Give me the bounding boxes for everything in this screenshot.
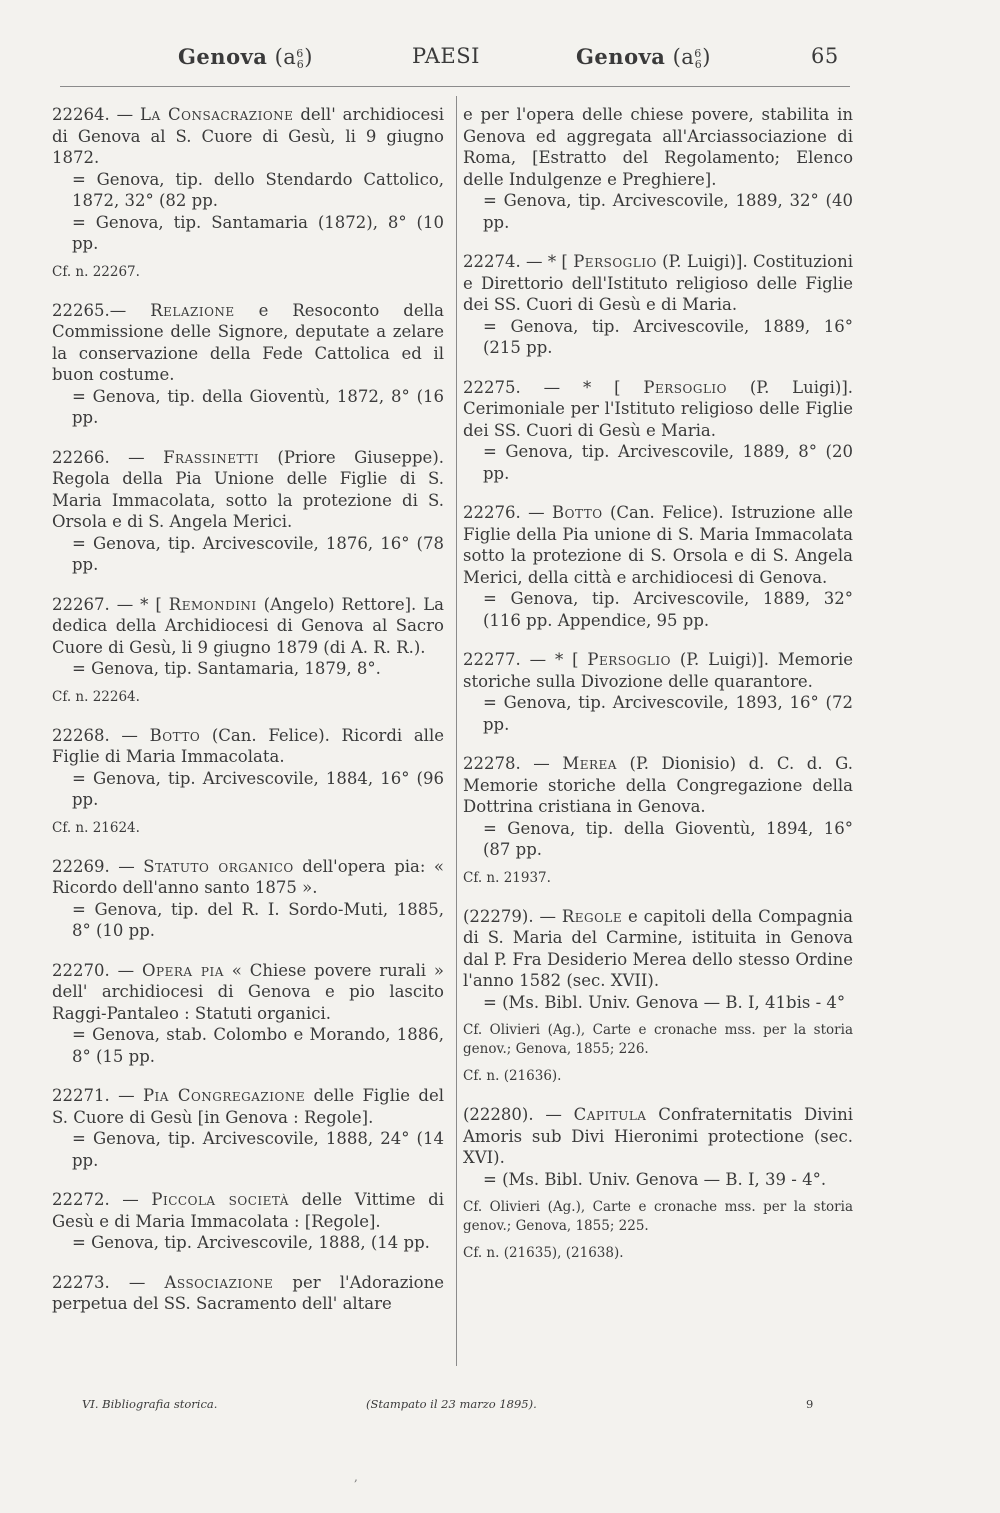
signature-number: 9 xyxy=(806,1397,814,1411)
entry-crossref: Cf. n. 22267. xyxy=(52,263,140,280)
entry-title xyxy=(52,725,444,768)
entry-title xyxy=(52,1189,444,1232)
entry-description: (P. Luigi)]. Cerimoniale per l'Istituto religioso delle Figlie dei SS. Cuori di Gesù e Maria. xyxy=(463,377,853,440)
entry-number: 22278. — xyxy=(463,754,550,773)
bibliography-entry xyxy=(52,447,444,576)
entry-imprint: = Genova, tip. Arcivescovile, 1889, 16° (215 pp. xyxy=(483,316,853,357)
entry-number: 22270. — xyxy=(52,960,135,980)
footer-print-date: (Stampato il 23 marzo 1895). xyxy=(366,1397,537,1411)
entry-number: 22276. — xyxy=(463,503,545,522)
entry-imprint: = Genova, tip. Arcivescovile, 1889, 32° (116 pp. Appendice, 95 pp. xyxy=(483,589,853,630)
entry-number: 22274. — * [ xyxy=(463,252,568,271)
entry-heading: Capitula xyxy=(573,1105,647,1124)
entry-description: (Priore Giuseppe). Regola della Pia Unione delle Figlie di S. Maria Immacolata, sotto la protezione di S. Orsola e di S. Angela Merici. xyxy=(52,447,445,531)
column-divider xyxy=(456,96,457,1366)
entry-description: (P. Luigi)]. Costituzioni e Direttorio dell'Istituto religioso delle Figlie dei SS. Cuori di Gesù e di Maria. xyxy=(463,252,854,314)
entry-imprint: = (Ms. Bibl. Univ. Genova — B. I, 41bis - 4° xyxy=(483,992,846,1012)
entry-description: e Resoconto della Commissione delle Signore, deputate a zelare la conservazione della Fede Cattolica ed il buon costume. xyxy=(52,300,444,384)
entry-number: 22272. — xyxy=(52,1190,139,1209)
running-head-right: Genova $(a^6_6)$ xyxy=(576,44,711,71)
bibliography-entry xyxy=(463,377,853,485)
bibliography-entry xyxy=(463,1104,853,1263)
entry-heading: Piccola società xyxy=(151,1190,289,1209)
entry-title xyxy=(463,753,853,818)
entry-description: e capitoli della Compagnia di S. Maria del Carmine, istituita in Genova dal P. Fra Desiderio Merea dello stesso Ordine l'anno 1582 (sec. XVII). xyxy=(463,906,854,990)
bibliography-entry xyxy=(52,1272,444,1315)
bibliography-entry xyxy=(52,1189,444,1254)
entry-crossref: Cf. n. (21635), (21638). xyxy=(463,1245,624,1261)
bibliography-entry xyxy=(463,753,853,888)
right-column xyxy=(463,104,853,1281)
entry-description: Confraternitatis Divini Amoris sub Divi Hieronimi protectione (sec. XVI). xyxy=(463,1105,854,1167)
entry-description: (P. Luigi)]. Memorie storiche sulla Divozione delle quarantore. xyxy=(463,650,854,691)
entry-imprint: = (Ms. Bibl. Univ. Genova — B. I, 39 - 4°. xyxy=(483,1169,827,1189)
entry-description: e per l'opera delle chiese povere, stabilita in Genova ed aggregata all'Arciassociazione di Roma, [Estratto del Regolamento; Elenco delle Indulgenze e Preghiere]. xyxy=(463,105,853,189)
entry-title xyxy=(52,1085,444,1128)
entry-number: 22268. — xyxy=(52,725,138,745)
entry-title xyxy=(463,1104,853,1169)
entry-title xyxy=(52,104,444,169)
entry-description: (Can. Felice). Istruzione alle Figlie della Pia unione di S. Maria Immacolata sotto la protezione di S. Orsola e di S. Angela Merici, della città e archidiocesi di Genova. xyxy=(463,503,853,587)
entry-description: delle Figlie del S. Cuore di Gesù [in Genova : Regole]. xyxy=(52,1086,445,1127)
entry-heading: Pia Congregazione xyxy=(142,1086,306,1105)
bibliography-entry xyxy=(463,251,853,359)
entry-imprint: = Genova, tip. Arcivescovile, 1888, (14 pp. xyxy=(72,1233,430,1252)
entry-description: (Angelo) Rettore]. La dedica della Archidiocesi di Genova al Sacro Cuore di Gesù, li 9 giugno 1879 (di A. R. R.). xyxy=(52,594,445,657)
entry-title xyxy=(52,447,444,533)
bibliography-entry xyxy=(463,104,853,233)
entry-heading: Botto xyxy=(149,725,201,745)
entry-imprint: = Genova, tip. dello Stendardo Cattolico, 1872, 32° (82 pp. xyxy=(72,169,444,210)
entry-description: dell'opera pia: « Ricordo dell'anno santo 1875 ». xyxy=(52,856,445,897)
entry-heading: Associazione xyxy=(164,1272,274,1292)
entry-heading: Persoglio xyxy=(573,252,657,271)
running-head-center: PAESI xyxy=(412,44,480,68)
entry-imprint: = Genova, tip. Arcivescovile, 1888, 24° (14 pp. xyxy=(72,1129,444,1170)
entry-heading: Regole xyxy=(561,906,623,926)
footer-series: VI. Bibliografia storica. xyxy=(82,1397,218,1411)
entry-imprint: = Genova, tip. Arcivescovile, 1893, 16° (72 pp. xyxy=(483,693,853,734)
entry-imprint: = Genova, stab. Colombo e Morando, 1886, 8° (15 pp. xyxy=(72,1025,444,1066)
entry-crossref: Cf. n. 22264. xyxy=(52,688,140,705)
entry-heading: Persoglio xyxy=(587,650,671,669)
bibliography-entry xyxy=(52,594,444,707)
entry-crossref: Cf. Olivieri (Ag.), Carte e cronache mss. per la storia genov.; Genova, 1855; 226. xyxy=(463,1022,853,1057)
entry-number: 22273. — xyxy=(52,1272,146,1292)
entry-number: 22269. — xyxy=(52,856,135,876)
entry-number: 22265.— xyxy=(52,300,127,320)
entry-crossref: Cf. n. 21937. xyxy=(463,869,551,886)
entry-imprint: = Genova, tip. della Gioventù, 1872, 8° (16 pp. xyxy=(72,386,444,427)
bibliography-entry xyxy=(52,960,444,1068)
entry-number: 22264. — xyxy=(52,105,134,124)
entry-heading: La Consacrazione xyxy=(140,105,294,124)
bibliography-entry xyxy=(463,502,853,631)
entry-number: 22275. — * [ xyxy=(463,377,621,397)
entry-crossref: Cf. n. 21624. xyxy=(52,819,140,836)
entry-title xyxy=(463,906,853,992)
entry-description: (P. Dionisio) d. C. d. G. Memorie storiche della Congregazione della Dottrina cristiana in Genova. xyxy=(463,754,853,816)
entry-title xyxy=(52,1272,444,1315)
entry-description: per l'Adorazione perpetua del SS. Sacramento dell' altare xyxy=(52,1272,444,1313)
bibliography-entry xyxy=(463,649,853,735)
entry-heading: Merea xyxy=(562,754,617,773)
entry-imprint: = Genova, tip. Arcivescovile, 1889, 8° (20 pp. xyxy=(483,442,853,483)
entry-number: 22266. — xyxy=(52,447,145,467)
entry-title xyxy=(463,104,853,190)
entry-crossref: Cf. Olivieri (Ag.), Carte e cronache mss. per la storia genov.; Genova, 1855; 225. xyxy=(463,1199,853,1234)
header-rule xyxy=(60,86,850,87)
bibliography-entry xyxy=(52,104,444,282)
entry-imprint: = Genova, tip. della Gioventù, 1894, 16° (87 pp. xyxy=(483,818,853,859)
entry-number: 22271. — xyxy=(52,1086,135,1105)
entry-description: « Chiese povere rurali » dell' archidiocesi di Genova e pio lascito Raggi-Pantaleo : Statuti organici. xyxy=(52,960,444,1023)
entry-imprint: = Genova, tip. Santamaria, 1879, 8°. xyxy=(72,659,381,678)
entry-crossref: Cf. n. (21636). xyxy=(463,1068,562,1084)
bibliography-entry xyxy=(52,1085,444,1171)
entry-number: (22279). — xyxy=(463,906,556,926)
entry-imprint: = Genova, tip. Arcivescovile, 1884, 16° (96 pp. xyxy=(72,768,444,809)
entry-title xyxy=(463,377,853,442)
entry-heading: Botto xyxy=(552,503,603,522)
entry-title xyxy=(52,960,444,1025)
entry-number: (22280). — xyxy=(463,1105,562,1124)
entry-title xyxy=(463,502,853,588)
entry-heading: Frassinetti xyxy=(163,447,259,467)
page-number: 65 xyxy=(811,44,839,68)
entry-title xyxy=(463,649,853,692)
bibliography-entry xyxy=(52,725,444,838)
entry-imprint: = Genova, tip. Arcivescovile, 1889, 32° (40 pp. xyxy=(483,191,853,232)
entry-heading: Remondini xyxy=(168,594,257,614)
bibliography-entry xyxy=(52,300,444,429)
running-head-left: Genova $(a^6_6)$ xyxy=(178,44,313,71)
entry-title xyxy=(52,856,444,899)
left-column xyxy=(52,104,444,1333)
entry-heading: Statuto organico xyxy=(143,856,294,876)
bibliography-entry xyxy=(463,906,853,1087)
entry-description: dell' archidiocesi di Genova al S. Cuore di Gesù, li 9 giugno 1872. xyxy=(52,105,445,167)
bibliography-entry xyxy=(52,856,444,942)
entry-description: (Can. Felice). Ricordi alle Figlie di Maria Immacolata. xyxy=(52,725,445,766)
entry-imprint: = Genova, tip. Santamaria (1872), 8° (10 pp. xyxy=(72,212,444,253)
entry-imprint: = Genova, tip. Arcivescovile, 1876, 16° (78 pp. xyxy=(72,533,444,574)
entry-description: delle Vittime di Gesù e di Maria Immacolata : [Regole]. xyxy=(52,1190,444,1231)
entry-heading: Relazione xyxy=(150,300,235,320)
entry-title xyxy=(52,300,444,386)
entry-imprint: = Genova, tip. del R. I. Sordo-Muti, 1885, 8° (10 pp. xyxy=(72,899,444,940)
entry-title xyxy=(52,594,444,659)
entry-heading: Persoglio xyxy=(643,377,727,397)
entry-heading: Opera pia xyxy=(141,960,224,980)
stray-mark: , xyxy=(354,1470,358,1484)
entry-title xyxy=(463,251,853,316)
entry-number: 22277. — * [ xyxy=(463,650,579,669)
entry-number: 22267. — * [ xyxy=(52,594,162,614)
